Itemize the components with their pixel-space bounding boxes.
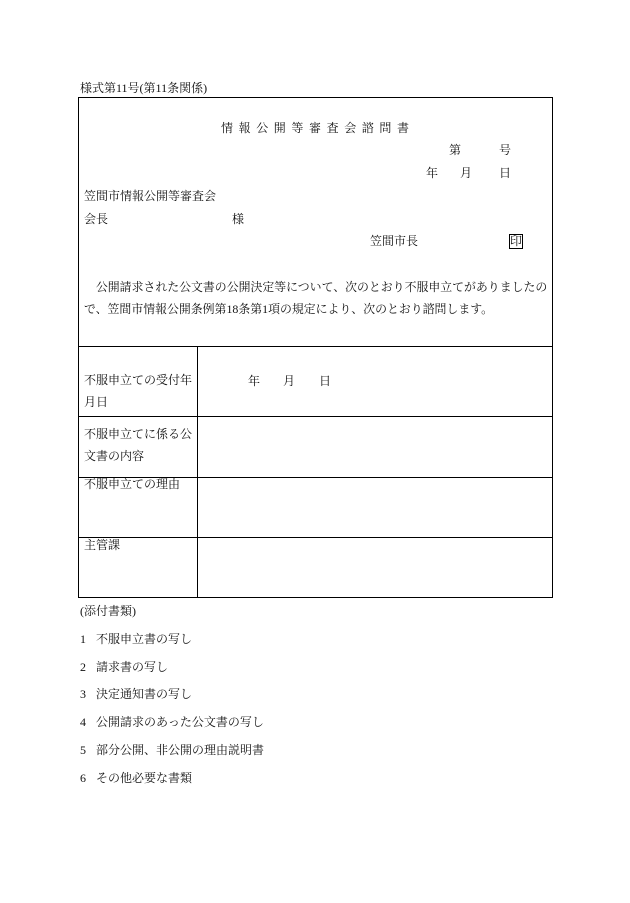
row-label-receipt-date: 不服申立ての受付年月日 — [84, 373, 193, 409]
row-value-reason — [198, 478, 552, 537]
attachment-item-number: 6 — [80, 771, 86, 785]
attachment-item-text: 部分公開、非公開の理由説明書 — [96, 743, 265, 757]
addressee-title: 会長 — [84, 212, 109, 226]
attachment-item-text: 請求書の写し — [96, 660, 169, 674]
attachment-item-number: 5 — [80, 743, 86, 757]
row-label-department: 主管課 — [84, 538, 121, 552]
attachment-item-number: 2 — [80, 660, 86, 674]
row-label-reason: 不服申立ての理由 — [84, 477, 181, 491]
sender-name: 笠間市長 — [370, 234, 419, 248]
row-value-receipt-date — [198, 347, 552, 416]
attachment-item-text: その他必要な書類 — [96, 771, 193, 785]
seal-mark: 印 — [510, 234, 523, 248]
attachment-item-text: 決定通知書の写し — [96, 687, 193, 701]
attachment-item-number: 3 — [80, 687, 86, 701]
issue-date-day-label: 日 — [499, 166, 512, 180]
reference-number-prefix: 第 — [449, 143, 462, 157]
row-value-document-content — [198, 417, 552, 477]
attachments-heading: (添付書類) — [80, 604, 136, 618]
receipt-date-day-label: 日 — [319, 374, 332, 388]
consultation-statement: 公開請求された公文書の公開決定等について、次のとおり不服申立てがありましたので、笠間市情報公開条例第18条第1項の規定により、次のとおり諮問します。 — [84, 280, 548, 316]
attachment-item-text: 公開請求のあった公文書の写し — [96, 715, 264, 729]
row-label-document-content: 不服申立てに係る公文書の内容 — [84, 427, 193, 463]
row-value-department — [198, 538, 552, 597]
attachment-item-number: 1 — [80, 632, 86, 646]
form-number-label: 様式第11号(第11条関係) — [80, 81, 208, 95]
issue-date-year-label: 年 — [426, 166, 439, 180]
document-title: 情報公開等審査会諮問書 — [221, 121, 415, 135]
attachment-item-text: 不服申立書の写し — [96, 632, 193, 646]
addressee-honorific: 様 — [232, 212, 245, 226]
addressee-organization: 笠間市情報公開等審査会 — [84, 189, 217, 203]
issue-date-month-label: 月 — [460, 166, 473, 180]
attachment-item-number: 4 — [80, 715, 86, 729]
reference-number-suffix: 号 — [499, 143, 512, 157]
receipt-date-year-label: 年 — [248, 374, 261, 388]
receipt-date-month-label: 月 — [283, 374, 296, 388]
